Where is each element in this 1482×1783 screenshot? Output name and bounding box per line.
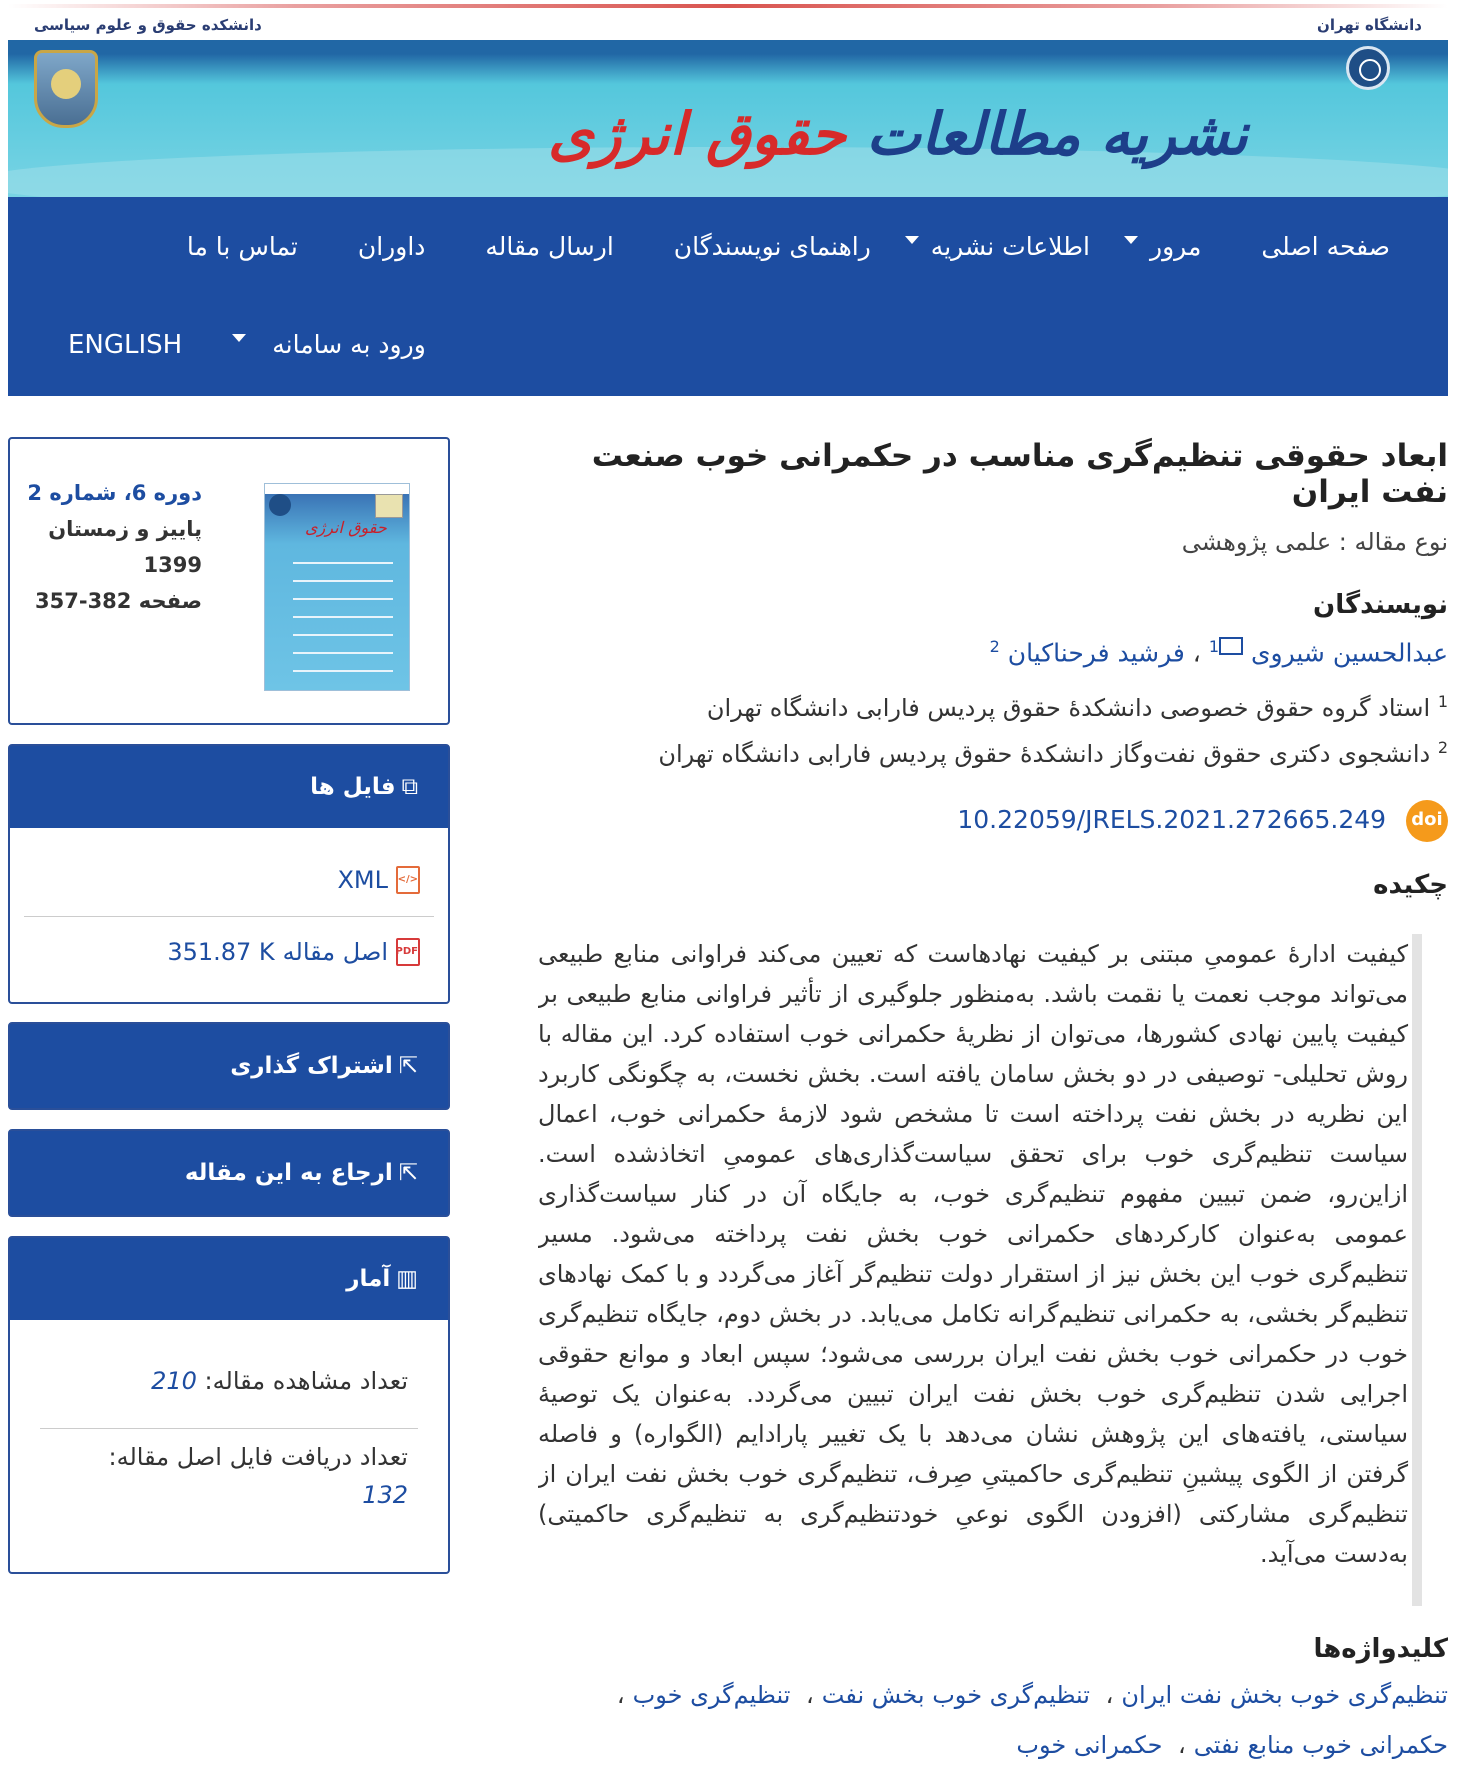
nav-browse[interactable]: مرور [1120,227,1231,267]
stats-box [8,1236,450,1574]
share-header[interactable] [10,1024,448,1108]
abstract-heading: چکیده [1373,870,1448,900]
decorative-line [8,4,1448,8]
journal-title [548,100,1248,168]
author-1[interactable]: عبدالحسین شیروی [1250,638,1448,668]
keyword-link[interactable]: تنظیم‌گری خوب بخش نفت ایران [1121,1681,1448,1709]
affiliation-2-text: دانشجوی دکتری حقوق نفت‌وگاز دانشکدهٔ حقوق پردیس فارابی دانشگاه تهران [658,740,1431,768]
issue-box [8,437,450,725]
nav-row-secondary [38,325,456,365]
pdf-link[interactable] [167,938,420,966]
views-label: تعداد مشاهده مقاله: [204,1367,408,1395]
nav-journal-info[interactable]: اطلاعات نشریه [901,227,1120,267]
divider [40,1428,418,1429]
article-title: ابعاد حقوقی تنظیم‌گری مناسب در حکمرانی خوب صنعت نفت ایران [591,438,1448,510]
affiliation-2 [520,738,1448,768]
mail-icon[interactable] [1219,637,1243,655]
cover-line [293,616,393,618]
nav-reviewers[interactable]: داوران [357,232,426,261]
university-name[interactable]: دانشگاه تهران [1317,16,1422,34]
share-box[interactable] [8,1022,450,1110]
copy-icon: ⧉ [401,774,418,800]
nav-row-primary [157,227,1420,267]
doi-line [520,800,1448,842]
article-type: نوع مقاله : علمی پژوهشی [1181,528,1448,556]
cite-header[interactable] [10,1131,448,1215]
keywords-list: تنظیم‌گری خوب بخش نفت ایران، تنظیم‌گری خوب بخش نفت، تنظیم‌گری خوب، حکمرانی خوب منابع نفتی، حکمرانی خوب [616,1681,1448,1759]
views-stat [48,1362,408,1400]
cover-line [293,598,393,600]
files-header [10,746,448,828]
share-icon: ⇱ [398,1053,418,1079]
abstract-text: کیفیت ادارهٔ عمومیِ مبتنی بر کیفیت نهادهاست که تعیین می‌کند فراوانی منابع طبیعی می‌تواند موجب نعمت یا نقمت باشد. به‌منظور جلوگیری از تأثیر فراوانی منابع طبیعی بر کیفیت پایین نهادی کشورها، می‌توان از نظریهٔ حکمرانی خوب استفاده کرد. این مقاله با روش تحلیلی- توصیفی در دو بخش سامان یافته است. بخش نخست، به چگونگی کاربرد این نظریه در بخش نفت پرداخته است تا مشخص شود لازمهٔ حکمرانی خوب، اعمال سیاست تنظیم‌گری خوب برای تحقق سیاست‌گذاری‌های عمومیِ اتخاذشده است. ازاین‌رو، ضمن تبیین مفهوم تنظیم‌گری خوب، به جایگاه آن در کنار سیاست‌گذاری عمومی به‌عنوان کارکردهای حکمرانی خوب بخش نفت پرداخته می‌شود. مسیر تنظیم‌گری خوب این بخش نیز از استقرار دولت تنظیم‌گر آغاز می‌گردد و با کمک نهادهای تنظیم‌گر بخشی، به حکمرانی تنظیم‌گرانه تکامل می‌یابد. در بخش دوم، جایگاه تنظیم‌گری خوب در حکمرانی خوب بخش نفت ایران بررسی می‌شود؛ سپس ابعاد و موانع حقوقی اجرایی شدن تنظیم‌گری خوب بخش نفت ایران تبیین می‌گردد. به‌عنوان یک توصیهٔ سیاستی، یافته‌های این پژوهش نشان می‌دهد با یک تغییر پارادایم (الگواره) و فاصله گرفتن از الگوی پیشینِ تنظیم‌گری حاکمیتیِ صِرف، تنظیم‌گری خوب بخش نفت ایران از تنظیم‌گری مشارکتی (افزودن الگوی نوعیِ خودتنظیم‌گری به تنظیم‌گری حاکمیتی) به‌دست می‌آید. [538,934,1422,1606]
nav-login[interactable]: ورود به سامانه [242,325,456,365]
main-nav [8,197,1448,396]
stats-header [10,1238,448,1320]
cover-line [293,580,393,582]
affiliation-2-ref: 2 [1437,738,1448,757]
doi-icon: doi [1406,800,1448,842]
doi-link[interactable]: 10.22059/JRELS.2021.272665.249 [957,805,1387,834]
issue-season: پاییز و زمستان [48,517,202,541]
bar-chart-icon: ▥ [396,1266,418,1292]
files-box [8,744,450,1004]
keyword-link[interactable]: تنظیم‌گری خوب بخش نفت [821,1681,1090,1709]
cover-line [293,562,393,564]
faculty-emblem-icon [34,50,98,128]
nav-contact[interactable]: تماس با ما [186,232,298,261]
xml-file-icon: </> [396,866,420,894]
university-logo-icon [1346,46,1390,90]
external-link-icon: ⇱ [398,1160,418,1186]
authors-line: عبدالحسین شیروی $^1$ ، فرشید فرحناکیان $^2$ [989,637,1448,668]
xml-label: XML [337,866,388,894]
cover-line [293,670,393,672]
keywords-heading: کلیدواژه‌ها [1313,1634,1448,1664]
downloads-stat [48,1438,408,1514]
affiliation-1-ref: 1 [1437,692,1448,711]
nav-submit[interactable]: ارسال مقاله [485,232,614,261]
journal-title-prefix: نشریه مطالعات [866,100,1248,168]
pdf-file-icon: PDF [396,938,420,966]
cite-box[interactable] [8,1129,450,1217]
authors-heading: نویسندگان [1313,590,1448,620]
affiliation-1-text: استاد گروه حقوق خصوصی دانشکدهٔ حقوق پردیس فارابی دانشگاه تهران [706,694,1431,722]
nav-home[interactable]: صفحه اصلی [1261,232,1390,261]
cover-emblem-icon [375,494,403,518]
share-title: اشتراک گذاری [230,1053,393,1079]
cover-logo-icon [269,494,291,516]
pdf-size: 351.87 K [167,938,275,966]
keyword-link[interactable]: تنظیم‌گری خوب [632,1681,791,1709]
issue-pages: صفحه 382-357 [35,589,202,613]
author-2-ref: 2 [989,637,1000,656]
keyword-link[interactable]: حکمرانی خوب [1016,1731,1163,1759]
author-2[interactable]: فرشید فرحناکیان [1007,638,1185,668]
cover-line [293,652,393,654]
cover-line [293,634,393,636]
journal-title-name: حقوق انرژی [548,100,847,168]
views-value: 210 [151,1367,197,1395]
journal-cover[interactable] [264,483,410,691]
affiliation-1 [520,692,1448,722]
issue-info [27,475,202,619]
divider [24,916,434,917]
cite-title: ارجاع به این مقاله [184,1160,393,1186]
stats-title: آمار [346,1266,391,1292]
author-1-ref: 1 [1208,637,1219,656]
files-title: فایل ها [310,774,396,800]
issue-volume[interactable]: دوره 6، شماره 2 [27,481,202,505]
faculty-name[interactable]: دانشکده حقوق و علوم سیاسی [34,16,262,34]
top-strip [0,0,1482,40]
xml-link[interactable] [337,866,420,894]
nav-author-guide[interactable]: راهنمای نویسندگان [673,232,871,261]
keyword-link[interactable]: حکمرانی خوب منابع نفتی [1193,1731,1448,1759]
downloads-value: 132 [362,1481,408,1509]
journal-banner[interactable] [8,40,1448,197]
cover-title: حقوق انرژی [305,518,387,537]
nav-english[interactable]: ENGLISH [68,330,183,360]
pdf-label: اصل مقاله [282,938,388,966]
issue-year: 1399 [143,553,202,577]
downloads-label: تعداد دریافت فایل اصل مقاله: [108,1443,408,1471]
